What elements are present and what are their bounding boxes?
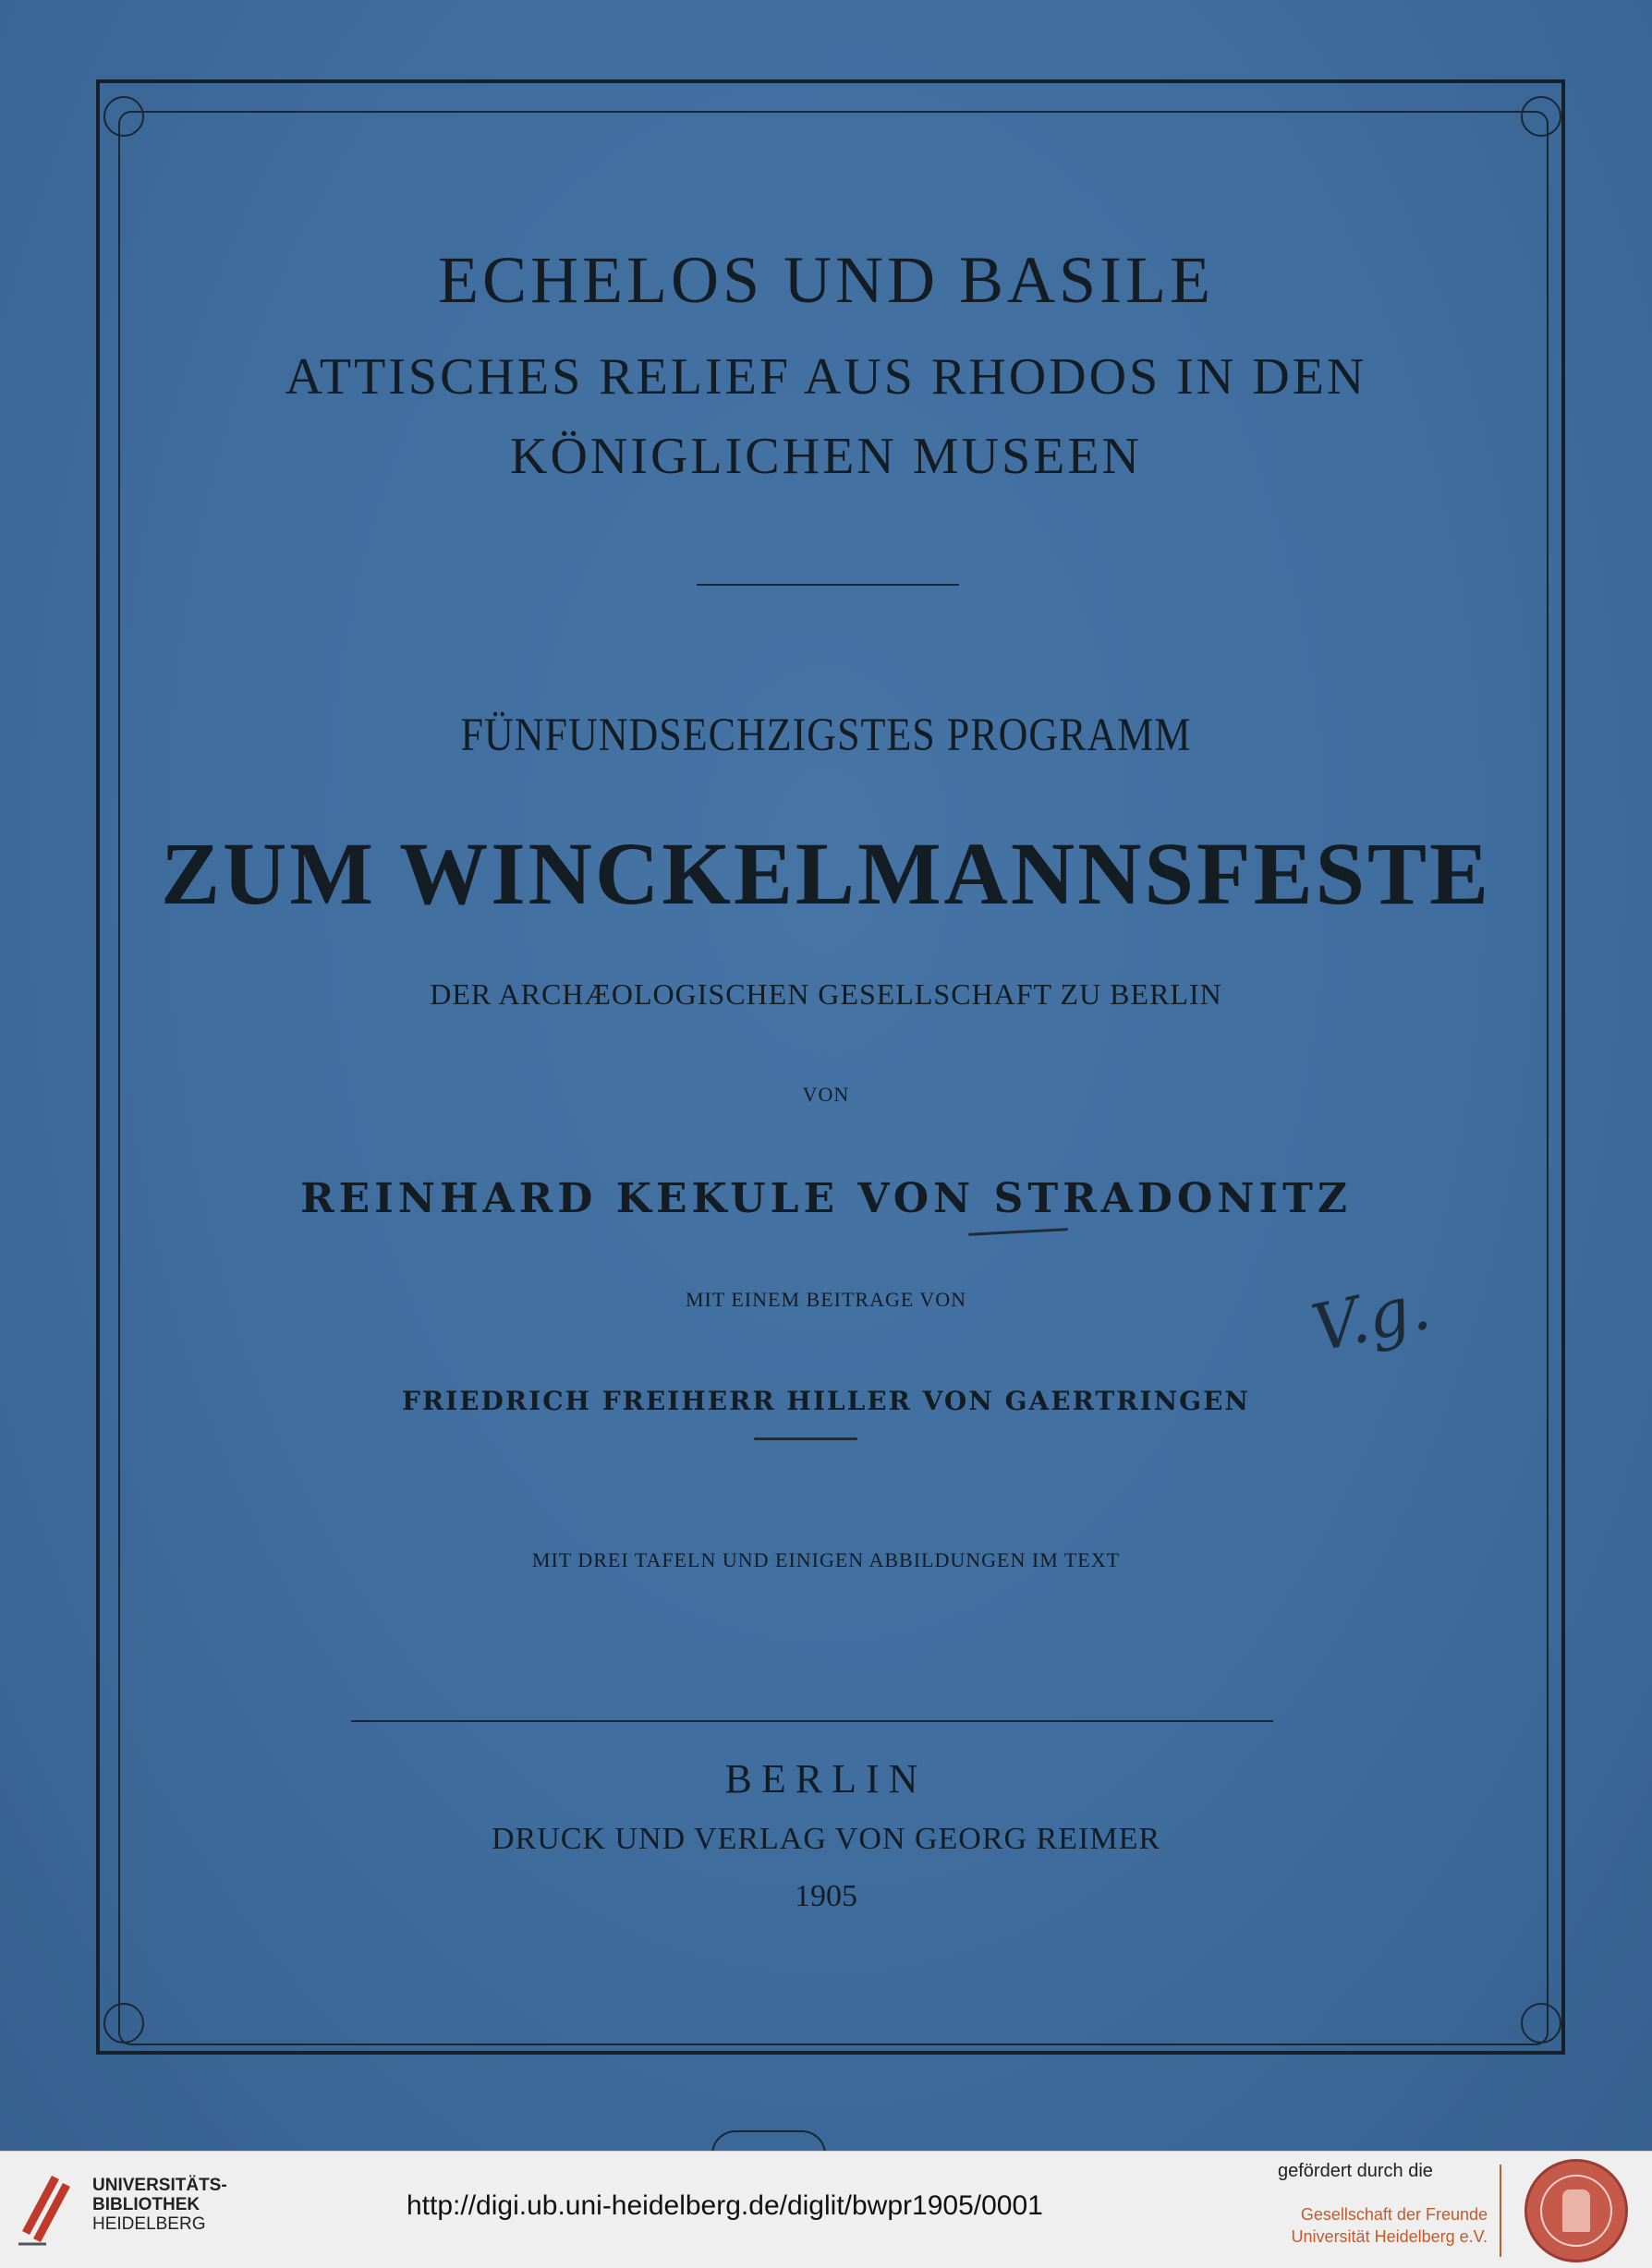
library-name-line: HEIDELBERG bbox=[92, 2214, 206, 2234]
festival-heading: ZUM WINCKELMANNSFESTE bbox=[160, 824, 1492, 923]
title-line-1: ECHELOS UND BASILE bbox=[438, 243, 1214, 317]
seal-figure bbox=[1562, 2189, 1590, 2232]
library-name-line: BIBLIOTHEK bbox=[92, 2195, 200, 2214]
corner-ornament bbox=[103, 2003, 144, 2044]
corner-ornament bbox=[1521, 96, 1561, 137]
program-heading: FÜNFUNDSECHZIGSTES PROGRAMM bbox=[460, 709, 1192, 761]
sponsor-name-line: Universität Heidelberg e.V. bbox=[1291, 2227, 1488, 2246]
permalink-url[interactable]: http://digi.ub.uni-heidelberg.de/diglit/bwpr1905/0001 bbox=[407, 2190, 1043, 2221]
handwritten-annotation: V.g. bbox=[1305, 1267, 1437, 1367]
contributor-name: FRIEDRICH FREIHERR HILLER VON GAERTRINGEN bbox=[401, 1386, 1251, 1416]
plates-note: MIT DREI TAFELN UND EINIGEN ABBILDUNGEN IM TEXT bbox=[531, 1548, 1121, 1571]
short-divider bbox=[697, 584, 959, 586]
university-seal-icon bbox=[1524, 2159, 1628, 2262]
corner-ornament bbox=[1521, 2003, 1561, 2044]
contribution-note: MIT EINEM BEITRAGE VON bbox=[685, 1288, 967, 1311]
sponsor-name-line: Gesellschaft der Freunde bbox=[1300, 2205, 1488, 2224]
library-name bbox=[92, 2176, 227, 2234]
library-name-line: UNIVERSITÄTS- bbox=[92, 2176, 227, 2195]
publisher-line: DRUCK UND VERLAG VON GEORG REIMER bbox=[491, 1822, 1161, 1856]
title-line-2: ATTISCHES RELIEF AUS RHODOS IN DEN bbox=[285, 348, 1367, 406]
long-divider bbox=[351, 1720, 1273, 1722]
sponsor-name bbox=[1284, 2203, 1488, 2248]
title-line-3: KÖNIGLICHEN MUSEEN bbox=[510, 428, 1142, 485]
footer-bar bbox=[0, 2151, 1652, 2268]
sponsor-label: gefördert durch die bbox=[1278, 2161, 1433, 2181]
society-line: DER ARCHÆOLOGISCHEN GESELLSCHAFT ZU BERLIN bbox=[430, 977, 1222, 1011]
author-name: REINHARD KEKULE VON STRADONITZ bbox=[300, 1175, 1352, 1222]
footer-divider bbox=[1500, 2165, 1501, 2257]
corner-ornament bbox=[103, 96, 144, 137]
pencil-underline bbox=[754, 1437, 857, 1440]
publication-year: 1905 bbox=[795, 1879, 857, 1913]
by-line: VON bbox=[802, 1083, 850, 1106]
publication-city: BERLIN bbox=[724, 1756, 928, 1801]
library-logo-icon bbox=[15, 2166, 78, 2250]
